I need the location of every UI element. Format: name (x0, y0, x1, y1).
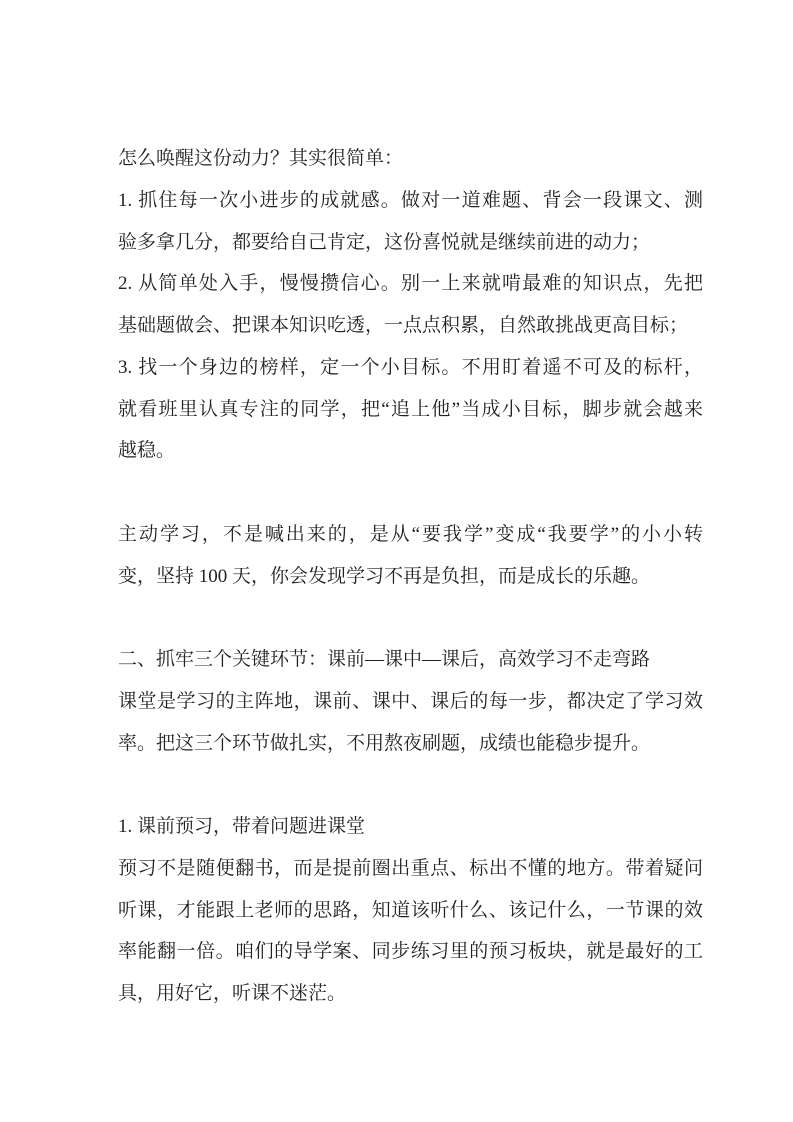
empty-line (118, 764, 703, 806)
text-line: 基础题做会、把课本知识吃透，一点点积累，自然敢挑战更高目标； (118, 315, 689, 336)
text-line: 具，用好它，听课不迷茫。 (118, 983, 347, 1004)
text-line: 1. 课前预习，带着问题进课堂 (118, 816, 366, 837)
text-line: 二、抓牢三个关键环节：课前—课中—课后，高效学习不走弯路 (118, 649, 651, 670)
empty-line (118, 597, 703, 639)
empty-line (118, 472, 703, 514)
text-line: 率能翻一倍。咱们的导学案、同步练习里的预习板块，就是最好的工 (118, 941, 703, 963)
text-line: 就看班里认真专注的同学，把“追上他”当成小目标，脚步就会越来 (118, 398, 703, 420)
text-line: 课堂是学习的主阵地，课前、课中、课后的每一步，都决定了学习效 (118, 690, 703, 712)
text-line: 怎么唤醒这份动力？其实很简单： (118, 148, 404, 169)
text-line: 验多拿几分，都要给自己肯定，这份喜悦就是继续前进的动力； (118, 231, 651, 253)
text-line: 变，坚持 100 天，你会发现学习不再是负担，而是成长的乐趣。 (118, 565, 651, 587)
text-line: 2. 从简单处入手，慢慢攒信心。别一上来就啃最难的知识点，先把 (118, 273, 703, 295)
text-line: 率。把这三个环节做扎实，不用熬夜刷题，成绩也能稳步提升。 (118, 732, 651, 754)
document-text-block (118, 138, 703, 1015)
text-line: 1. 抓住每一次小进步的成就感。做对一道难题、背会一段课文、测 (118, 189, 703, 211)
text-line: 听课，才能跟上老师的思路，知道该听什么、该记什么，一节课的效 (118, 899, 703, 921)
text-line: 越稳。 (118, 440, 176, 462)
text-line: 主动学习，不是喊出来的，是从“要我学”变成“我要学”的小小转 (118, 523, 703, 545)
text-line: 3. 找一个身边的榜样，定一个小目标。不用盯着遥不可及的标杆， (118, 356, 703, 378)
text-line: 预习不是随便翻书，而是提前圈出重点、标出不懂的地方。带着疑问 (118, 857, 703, 879)
